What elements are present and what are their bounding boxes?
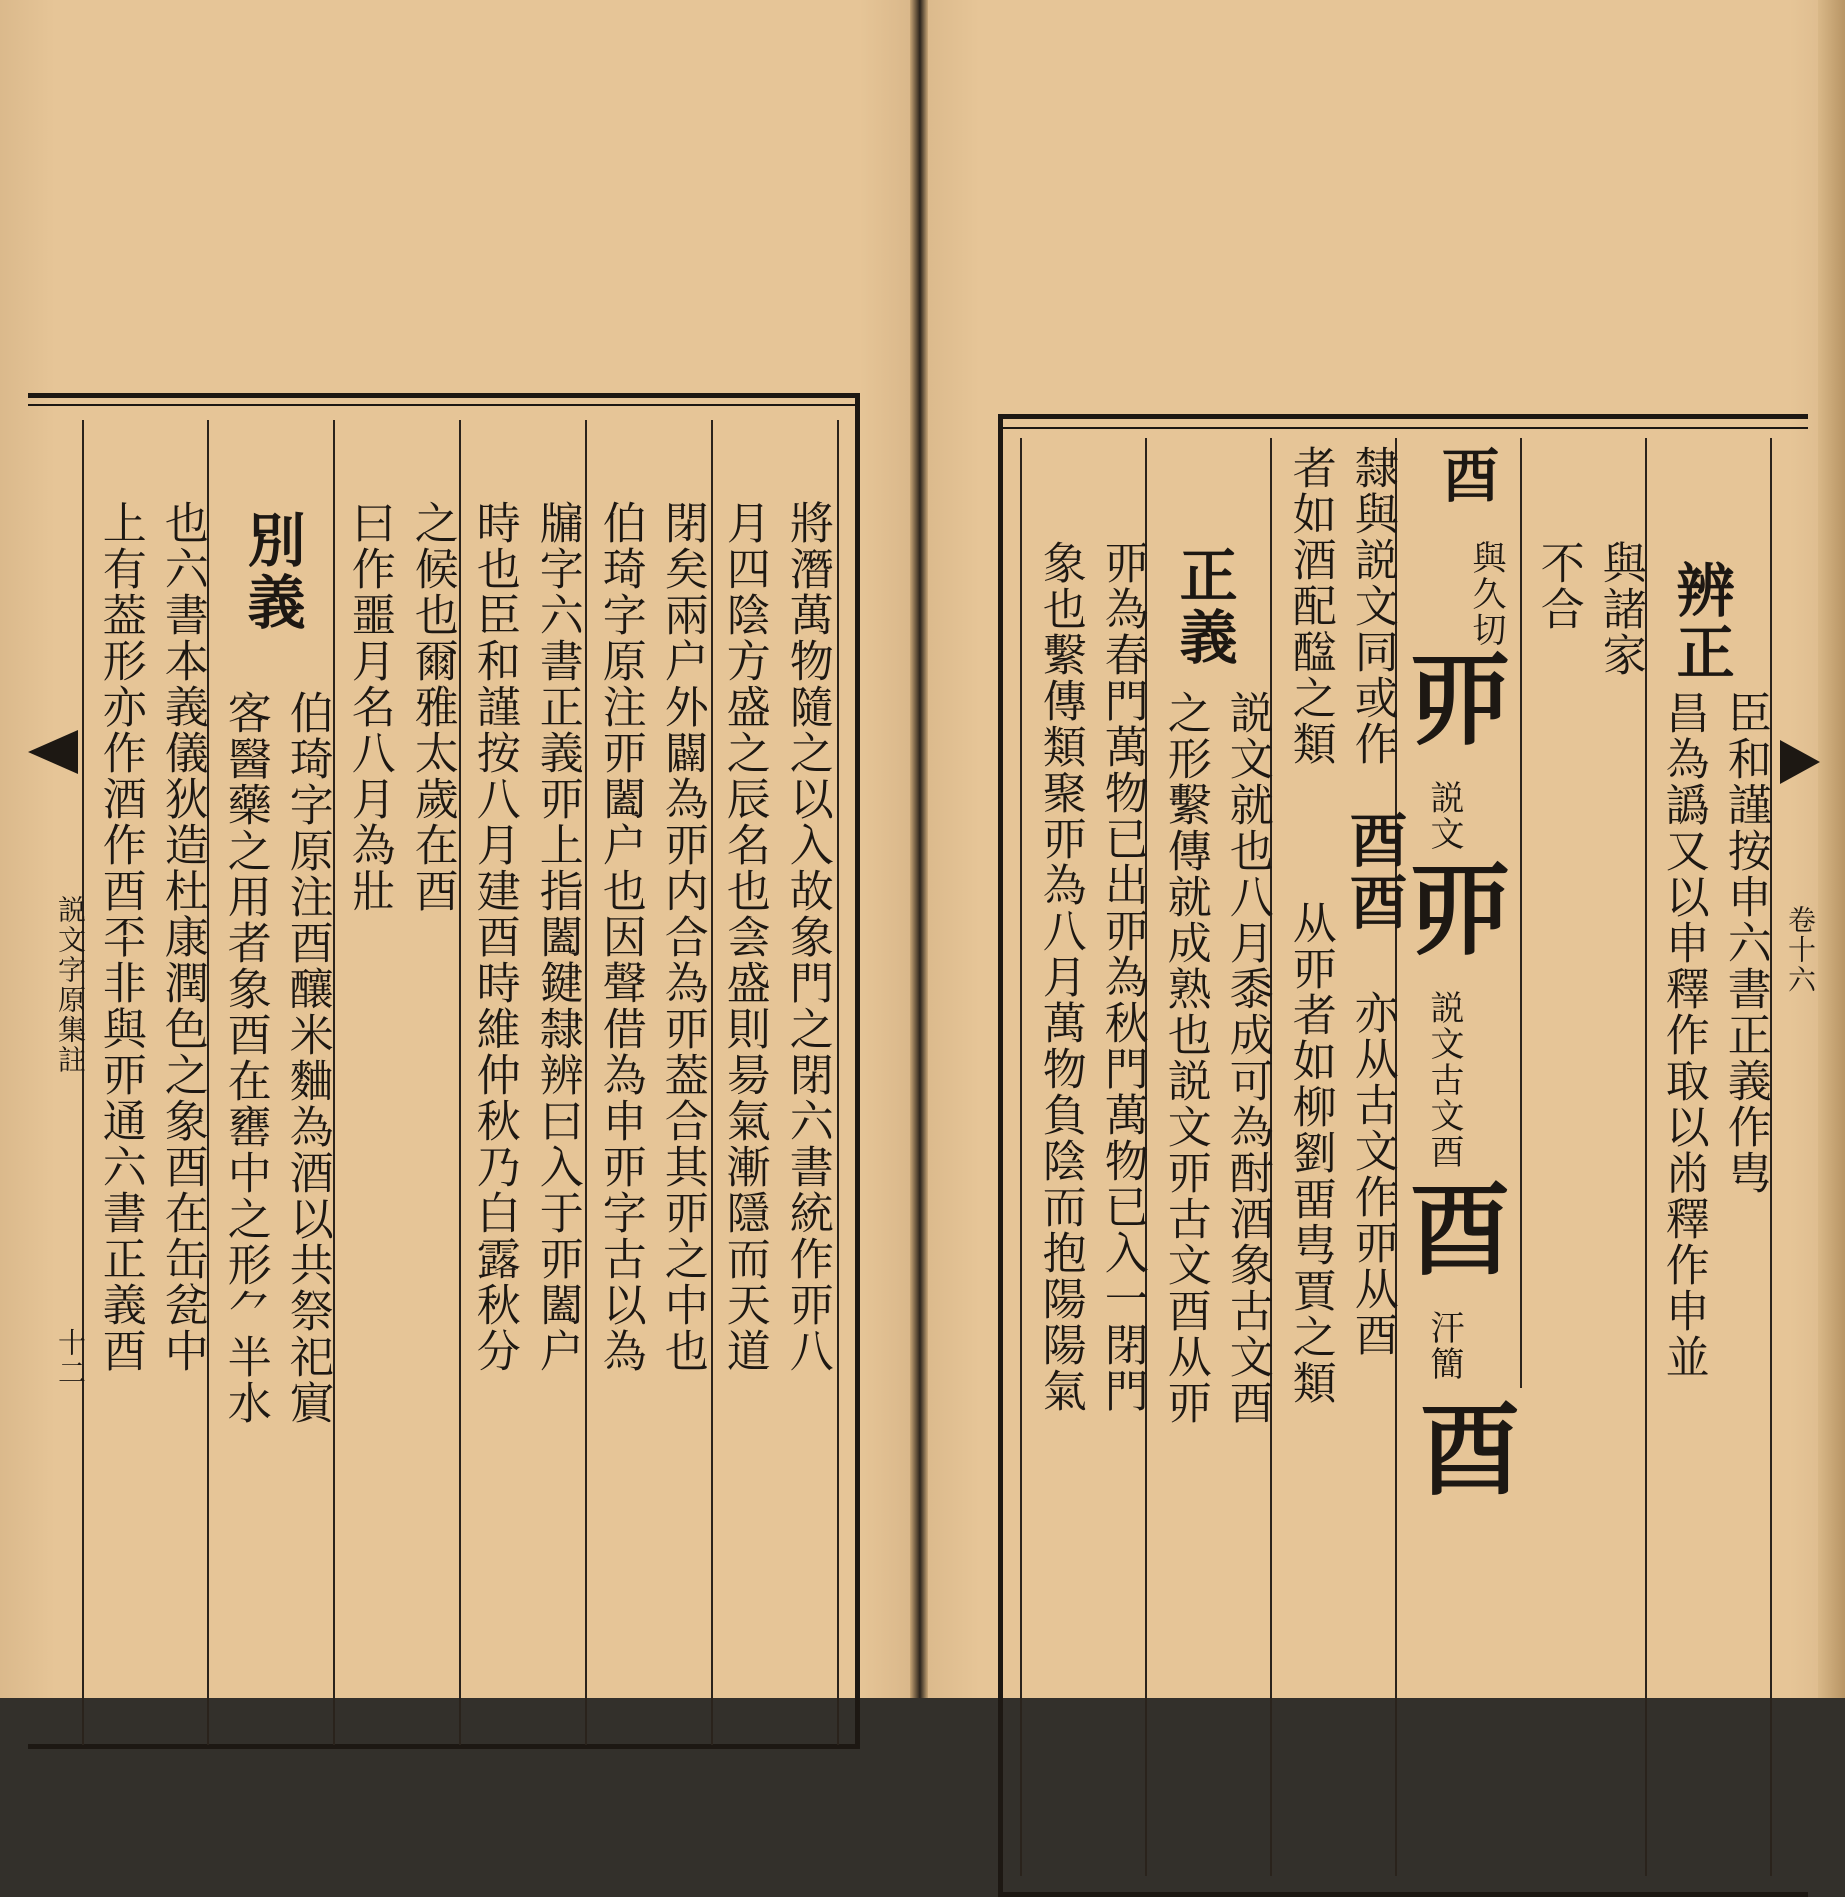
column-rule: [1520, 438, 1522, 1388]
seal-caption: 汗簡: [1424, 1310, 1464, 1382]
book-gutter: [910, 0, 928, 1698]
text-column: 象也繫傳類聚丣為八月萬物負陰而抱陽陽氣: [1034, 540, 1086, 1414]
text-column: 閉矣兩户外闢為丣内合為丣葢合其丣之中也: [656, 500, 708, 1374]
column-rule: [711, 420, 713, 1745]
text-column: 之形繫傳就成熟也説文丣古文酉从丣: [1159, 690, 1211, 1426]
seal-caption: 説文古文酉: [1424, 990, 1464, 1170]
text-column: 臣和謹按申六書正義作㽕: [1719, 690, 1771, 1196]
text-column: 从丣者如柳劉畱㽕賈之類: [1284, 900, 1336, 1406]
text-column: 昌為譌又以申釋作取以㡀釋作申並: [1657, 690, 1709, 1380]
text-column: 丣為春門萬物已出丣為秋門萬物已入一閉門: [1096, 540, 1148, 1414]
text-column: 牖字六書正義丣上指闔鍵隸辨曰入于丣闔户: [531, 500, 583, 1374]
text-column: 不合: [1532, 540, 1584, 632]
right-frame-inner-top: [998, 427, 1808, 429]
left-frame-inner-top: [28, 404, 860, 406]
variant-glyphs: 酉酉: [1339, 810, 1408, 934]
fish-tail-marker: [28, 730, 78, 774]
seal-caption: 説文: [1424, 780, 1464, 852]
text-column: 時也臣和謹按八月建酉時維仲秋乃白露秋分: [468, 500, 520, 1374]
column-rule: [82, 420, 84, 1745]
text-column: 之候也爾雅太歲在酉: [406, 500, 458, 914]
volume-label: 卷十六: [1784, 905, 1817, 995]
column-rule: [333, 420, 335, 1745]
text-column: 者如酒配䤈之類: [1284, 445, 1336, 767]
seal-form: 酉: [1410, 1171, 1510, 1289]
entry-reading: 與久切: [1466, 540, 1506, 648]
seal-form: 丣: [1410, 851, 1510, 969]
book-title-margin: 説文字原集註: [54, 895, 87, 1075]
text-column: 伯琦字原注丣闔户也因聲借為申丣字古以為: [594, 500, 646, 1374]
column-rule: [1020, 438, 1022, 1876]
text-column: 月四陰方盛之辰名也侌盛則昜氣漸隱而天道: [718, 500, 770, 1374]
text-column: 伯琦字原注酉釀米麯為酒以共祭祀賔: [281, 690, 333, 1426]
page-number: 十二: [54, 1328, 87, 1388]
text-column: 亦从古文作丣从酉: [1346, 990, 1398, 1358]
text-column: 隸與説文同或作: [1346, 445, 1398, 767]
seal-form: 酉: [1420, 1391, 1520, 1509]
text-column: 與諸家: [1594, 540, 1646, 678]
heading-zhengyi: 正義: [1169, 545, 1238, 669]
seal-form: 丣: [1410, 641, 1510, 759]
column-rule: [459, 420, 461, 1745]
text-column: 上有葢形亦作酒作酉㔻非與丣通六書正義酉: [94, 500, 146, 1374]
text-column: 曰作噩月名八月為壯: [343, 500, 395, 914]
fish-tail-marker: [1780, 740, 1820, 784]
column-rule: [837, 420, 839, 1745]
page-edge: [1818, 0, 1845, 1698]
heading-bieyi: 別義: [237, 510, 306, 634]
heading-bianzheng: 辨正: [1666, 560, 1735, 684]
column-rule: [585, 420, 587, 1745]
text-column: 説文就也八月黍成可為酎酒象古文酉: [1221, 690, 1273, 1426]
entry-char: 酉: [1431, 445, 1500, 507]
text-column: 將潛萬物隨之以入故象門之閉六書統作丣八: [781, 500, 833, 1374]
text-column: 也六書本義儀狄造杜康潤色之象酉在缶瓫中: [156, 500, 208, 1374]
text-column: 客醫藥之用者象酉在罋中之形⺈半水: [219, 690, 271, 1426]
